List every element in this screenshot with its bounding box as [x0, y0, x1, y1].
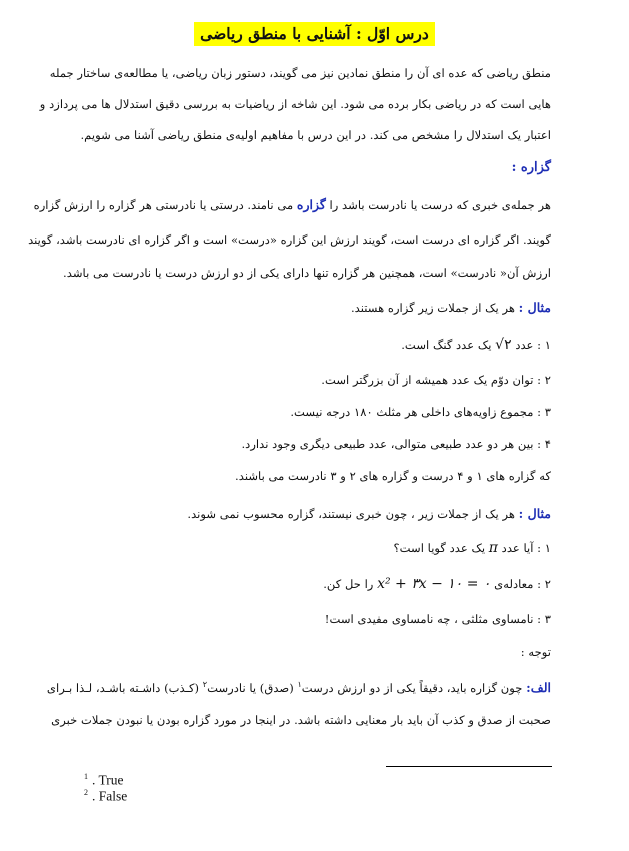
example2-item-3: ۳ : نامساوی مثلثی ، چه نامساوی مفیدی است!	[324, 612, 551, 626]
definition-line-2: گویند. اگر گزاره ای درست است، گویند ارزش این گزاره «درست» است و اگر گزاره ای نادرست باشد، گویند	[28, 233, 551, 247]
example1-item-2: ۲ : توان دوّم یک عدد همیشه از آن بزرگتر است.	[321, 373, 551, 387]
alef-text-c: (کـذب) داشـته باشـد، لـذا بـرای	[46, 681, 200, 695]
example2-text: هر یک از جملات زیر ، چون خبری نیستند، گزاره محسوب نمی شوند.	[187, 507, 515, 521]
intro-line-2: هایی است که در ریاضی بکار برده می شود. این شاخه از ریاضیات به بررسی دقیق استدلال ها می پردازد و	[39, 97, 551, 111]
footnote-ref-1: ۱	[297, 680, 302, 690]
intro-line-3: اعتبار یک استدلال را مشخص می کند. در این درس با مفاهیم اولیه‌ی منطق ریاضی آشنا می شویم.	[80, 128, 551, 142]
example1-intro	[351, 300, 551, 315]
example1-item-1	[401, 337, 551, 353]
footnote-2	[84, 788, 127, 805]
sqrt-two-expression: √۲	[495, 337, 512, 353]
alef-label: الف:	[526, 680, 551, 695]
footnote-1-text: . True	[92, 772, 124, 788]
quadratic-equation: x² + ۳x − ۱۰ = ۰	[377, 576, 491, 592]
footnote-separator	[386, 766, 552, 767]
example2-item-2	[323, 576, 551, 592]
section-heading: گزاره :	[511, 160, 551, 175]
pi-symbol: π	[488, 540, 498, 556]
lesson-title: درس اوّل : آشنایی با منطق ریاضی	[194, 22, 435, 46]
example2-item2-suffix: را حل کن.	[323, 577, 374, 591]
example1-item-3: ۳ : مجموع زاویه‌های داخلی هر مثلث ۱۸۰ درجه نیست.	[290, 405, 551, 419]
footnote-ref-2: ۲	[202, 680, 208, 690]
intro-line-1: منطق ریاضی که عده ای آن را منطق نمادین نیز می گویند، دستور زبان ریاضی، یا مطالعه‌ی ساختار جمله	[49, 66, 551, 80]
example2-item2-prefix: ۲ : معادله‌ی	[494, 577, 551, 591]
title-container	[0, 22, 629, 46]
example2-item-1	[394, 540, 552, 556]
example2-item1-suffix: یک عدد گویا است؟	[393, 541, 486, 555]
example1-item-4: ۴ : بین هر دو عدد طبیعی متوالی، عدد طبیعی دیگری وجود ندارد.	[241, 437, 551, 451]
example1-item1-prefix: ۱ : عدد	[515, 338, 551, 352]
definition-line-3: ارزش آن« نادرست» است، همچنین هر گزاره تنها دارای یکی از دو ارزش درست یا نادرست می باشد.	[63, 266, 551, 280]
alef-line-1	[46, 680, 551, 695]
example2-label: مثال :	[518, 506, 551, 521]
example1-label: مثال :	[518, 300, 551, 315]
definition-term: گزاره	[296, 197, 326, 212]
example2-intro	[187, 506, 551, 521]
example1-item1-suffix: یک عدد گنگ است.	[401, 338, 492, 352]
definition-text-a: هر جمله‌ی خبری که درست یا نادرست باشد را	[329, 198, 551, 212]
note-label: توجه :	[520, 645, 551, 659]
footnote-2-number: 2	[84, 788, 88, 797]
definition-line-1	[33, 197, 551, 212]
example2-item1-prefix: ۱ : آیا عدد	[501, 541, 551, 555]
alef-line-2: صحبت از صدق و کذب آن باید بار معنایی داشته باشد. در اینجا در مورد گزاره بودن یا نبودن جملات خبری	[51, 713, 551, 727]
footnote-1	[84, 772, 124, 789]
example1-conclusion: که گزاره های ۱ و ۴ درست و گزاره های ۲ و ۳ نادرست می باشند.	[235, 469, 551, 483]
definition-text-b: می نامند. درستی یا نادرستی هر گزاره را ارزش گزاره	[33, 198, 294, 212]
footnote-1-number: 1	[84, 772, 88, 781]
example1-text: هر یک از جملات زیر گزاره هستند.	[350, 301, 515, 315]
alef-text-b: (صدق) یا نادرست	[207, 681, 294, 695]
footnote-2-text: . False	[92, 788, 128, 804]
alef-text-a: چون گزاره باید، دقیقاً یکی از دو ارزش درست	[301, 681, 523, 695]
